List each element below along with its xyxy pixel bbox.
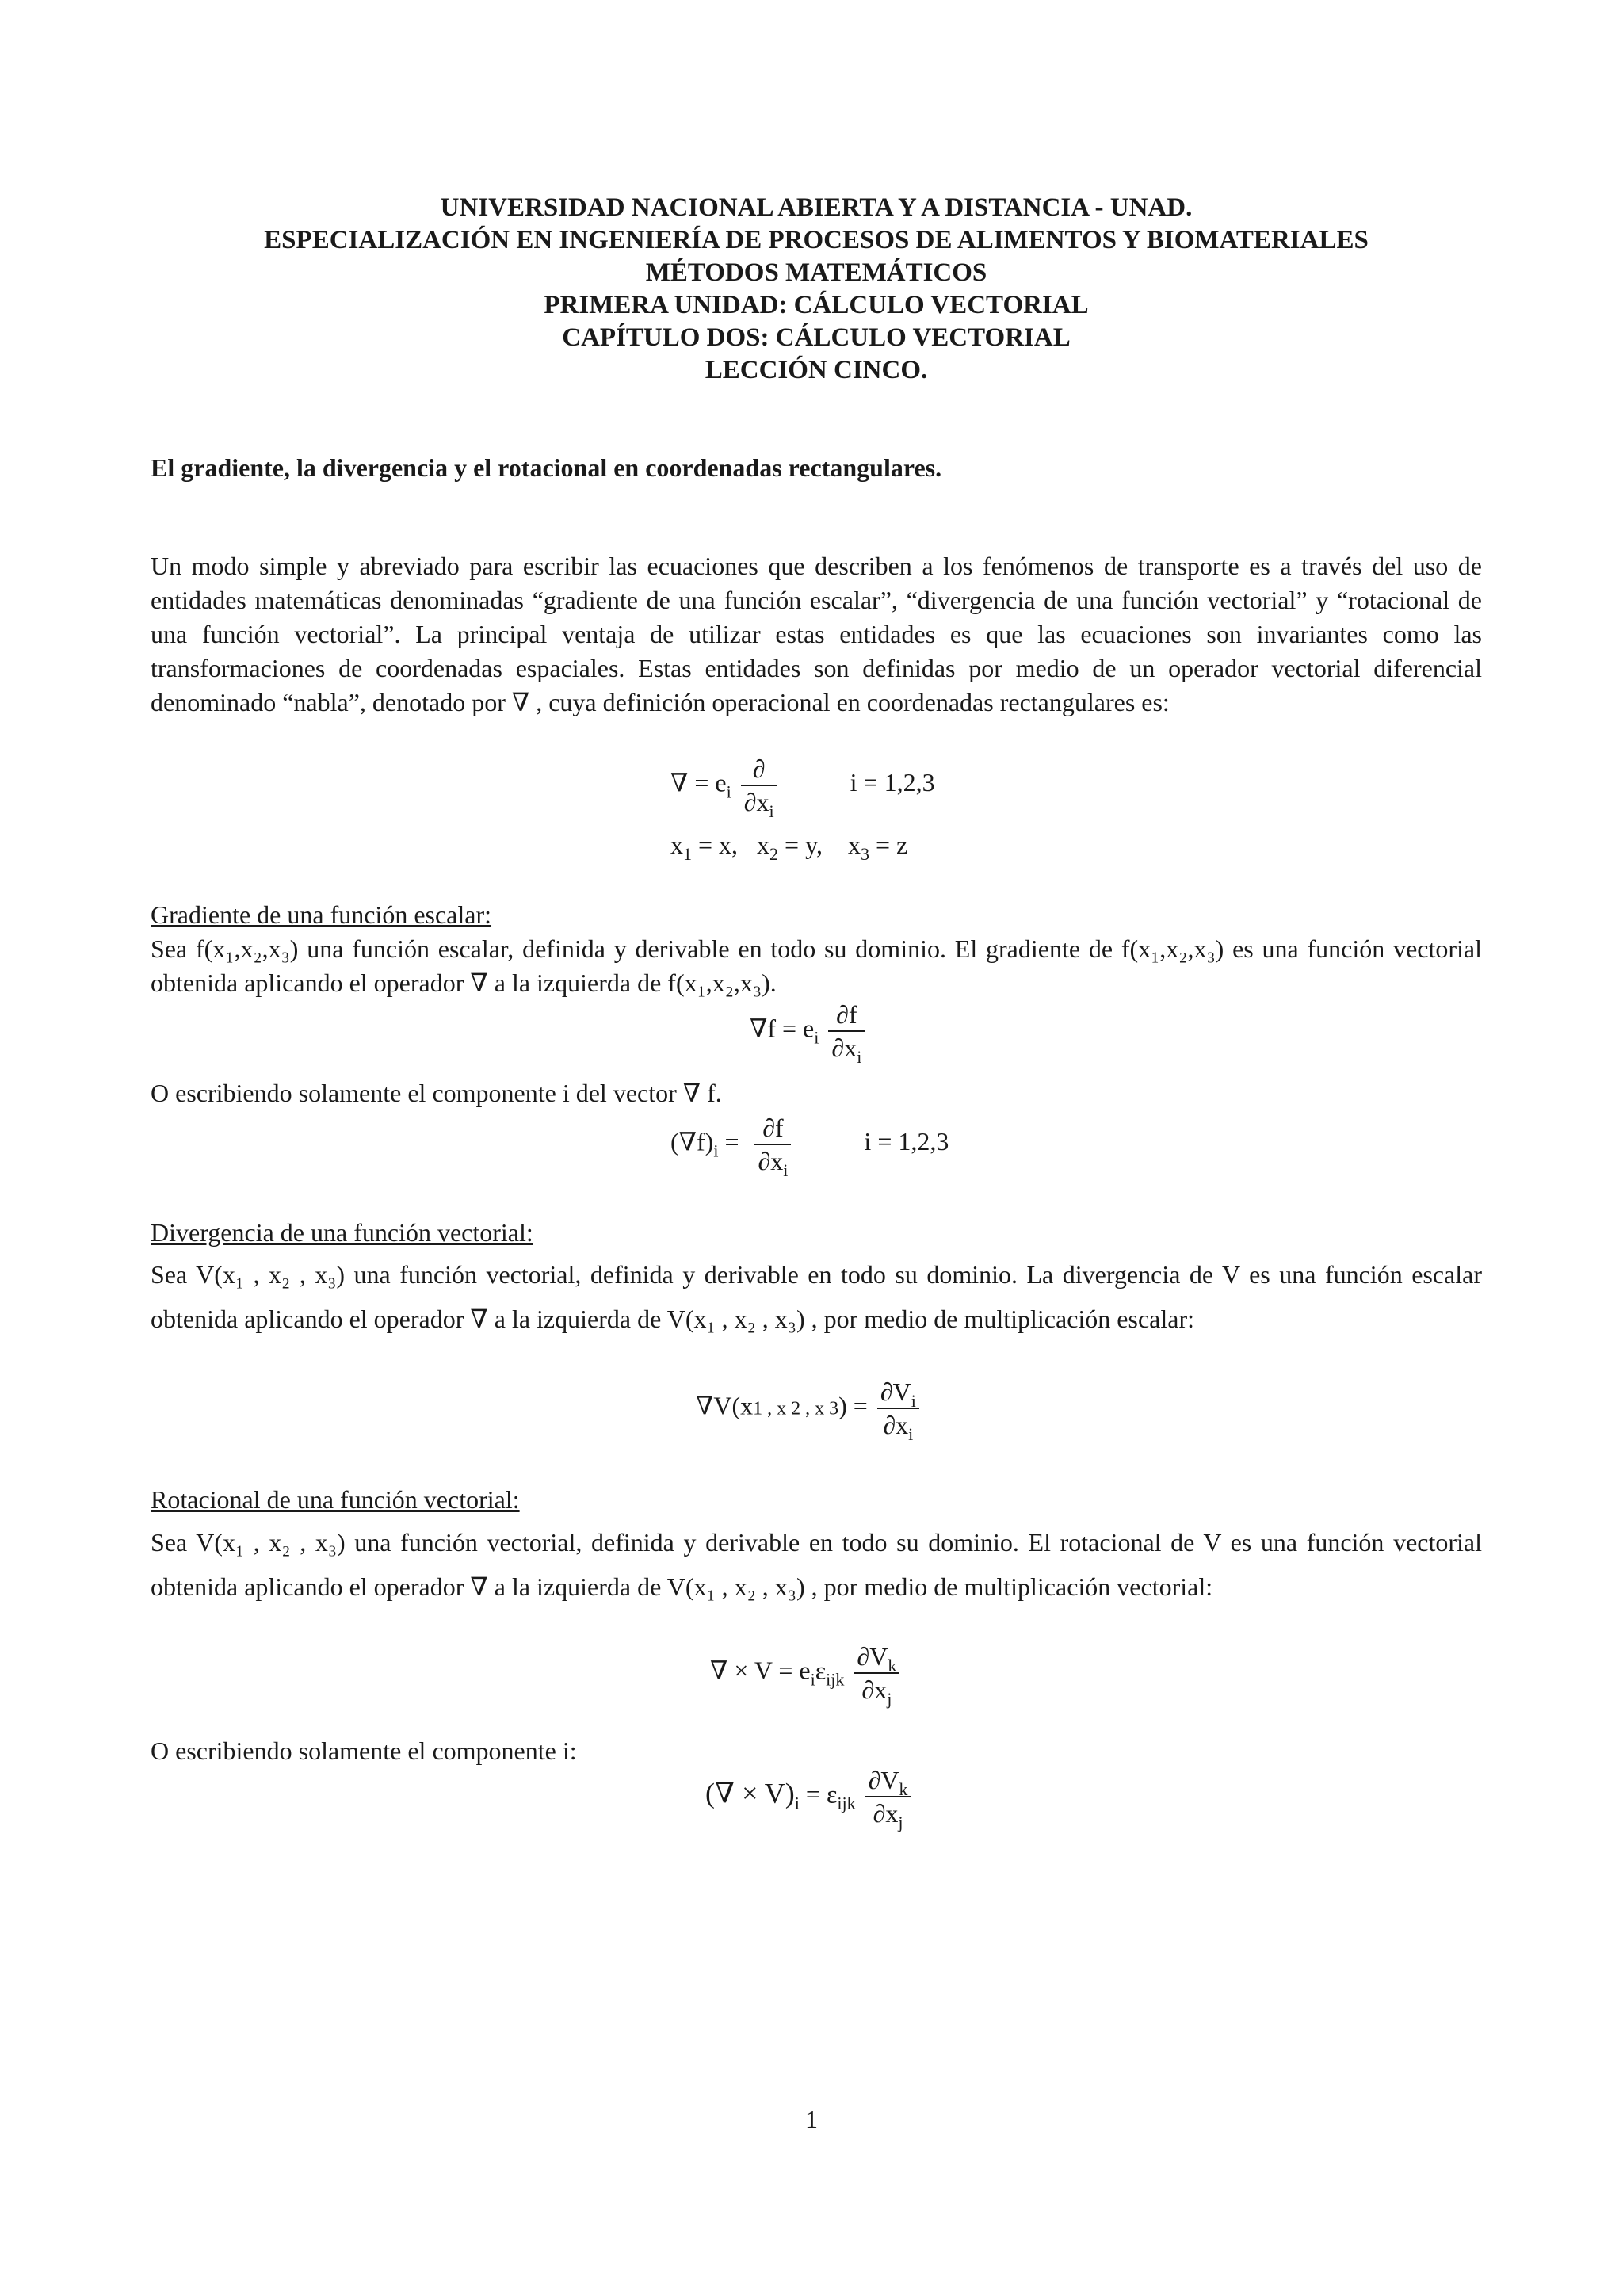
- eq-curl-eps: ε: [815, 1656, 827, 1685]
- eq-nabla-num: ∂: [741, 755, 777, 786]
- eq-nabla-den: [741, 786, 777, 821]
- eq-curlc-eps-sub: ijk: [837, 1793, 856, 1813]
- eq-gradc-num: ∂f: [754, 1114, 791, 1145]
- eq-curlc-fraction: [865, 1766, 911, 1832]
- coord-text-1: = x, x: [692, 831, 770, 859]
- eq-gradc-den: [754, 1145, 791, 1180]
- eq-curlc-num: [865, 1766, 911, 1797]
- eq-curlc-num-text: ∂V: [868, 1766, 899, 1794]
- eq-grad-lhs: ∇f = e: [750, 1014, 815, 1043]
- divergence-heading: Divergencia de una función vectorial:: [151, 1218, 533, 1247]
- eq-div-den-sub: i: [908, 1424, 914, 1444]
- eq-gradc-eq: =: [718, 1127, 746, 1156]
- eq-curlc-den-sub: j: [898, 1813, 903, 1832]
- eq-div-den: [877, 1409, 919, 1444]
- section-title: El gradiente, la divergencia y el rotacional en coordenadas rectangulares.: [151, 453, 942, 482]
- eq-gradc-sub: i: [713, 1140, 719, 1161]
- eq-curl-den-sub: j: [887, 1689, 892, 1709]
- eq-curl-sub: i: [810, 1669, 815, 1690]
- equation-coordinates: [670, 831, 908, 864]
- eq-div-args: 1 , x 2 , x 3: [753, 1398, 839, 1419]
- eq-nabla-den-sub: i: [769, 801, 774, 821]
- eq-grad-fraction: [828, 1000, 865, 1067]
- eq-grad-den: [828, 1032, 865, 1067]
- header-course: MÉTODOS MATEMÁTICOS: [645, 258, 987, 287]
- eq-gradc-range: i = 1,2,3: [864, 1127, 949, 1156]
- equation-curl-component: [705, 1766, 915, 1832]
- eq-div-den-text: ∂x: [883, 1411, 909, 1439]
- eq-curl-eps-sub: ijk: [826, 1669, 845, 1690]
- coord-text-3: = z: [869, 831, 908, 859]
- curl-paragraph: Sea V(x₁ , x₂ , x₃) una función vectorial, definida y derivable en todo su dominio. El rotacional de V es una función vectorial obtenida aplicando el operador ∇ a la izquierda de V(x₁ , x₂ , x₃) , por medio de multiplicación vectorial:: [151, 1528, 1482, 1601]
- eq-grad-num: ∂f: [828, 1000, 865, 1032]
- header-unit: PRIMERA UNIDAD: CÁLCULO VECTORIAL: [544, 291, 1089, 319]
- gradient-component-text: O escribiendo solamente el componente i del vector ∇ f.: [151, 1079, 722, 1107]
- eq-grad-den-sub: i: [857, 1047, 862, 1067]
- eq-nabla-sub: i: [726, 781, 731, 802]
- equation-gradient: [750, 1000, 868, 1067]
- coord-sub-3: 3: [861, 844, 870, 864]
- eq-grad-den-text: ∂x: [831, 1033, 857, 1062]
- eq-curl-num: [854, 1642, 899, 1674]
- equation-gradient-component: [670, 1114, 949, 1180]
- eq-curlc-num-sub: k: [899, 1779, 908, 1799]
- eq-curlc-sub: i: [794, 1793, 800, 1813]
- eq-curl-lhs: ∇ × V = e: [710, 1656, 811, 1685]
- curl-component-text: O escribiendo solamente el componente i:: [151, 1736, 577, 1765]
- eq-curlc-den: [865, 1797, 911, 1832]
- eq-curlc-den-text: ∂x: [873, 1799, 899, 1828]
- eq-curl-den-text: ∂x: [861, 1675, 888, 1704]
- page-number: 1: [805, 2105, 818, 2134]
- eq-div-num-text: ∂V: [880, 1377, 911, 1406]
- eq-div-num-sub: i: [911, 1391, 916, 1411]
- curl-heading: Rotacional de una función vectorial:: [151, 1485, 520, 1514]
- header-chapter: CAPÍTULO DOS: CÁLCULO VECTORIAL: [562, 323, 1071, 352]
- equation-nabla: [670, 755, 935, 821]
- eq-curl-num-text: ∂V: [857, 1642, 888, 1671]
- gradient-paragraph: Sea f(x₁,x₂,x₃) una función escalar, definida y derivable en todo su dominio. El gradiente de f(x₁,x₂,x₃) es una función vectorial obtenida aplicando el operador ∇ a la izquierda de f(x₁,x₂,x₃).: [151, 934, 1482, 997]
- eq-nabla-range: i = 1,2,3: [850, 768, 935, 797]
- divergence-paragraph: Sea V(x₁ , x₂ , x₃) una función vectorial, definida y derivable en todo su dominio. La divergencia de V es una función escalar obtenida aplicando el operador ∇ a la izquierda de V(x₁ , x₂ , x₃) , por medio de multiplicación escalar:: [151, 1260, 1482, 1333]
- coord-sub-1: 1: [683, 844, 692, 864]
- eq-curlc-lhs: (∇ × V): [705, 1777, 795, 1809]
- header-university: UNIVERSIDAD NACIONAL ABIERTA Y A DISTANCIA - UNAD.: [440, 193, 1193, 222]
- eq-curlc-eq: = ε: [799, 1779, 838, 1809]
- eq-div-lhs: ∇V(x: [696, 1391, 754, 1420]
- coord-sub-2: 2: [769, 844, 779, 864]
- equation-curl: [710, 1642, 903, 1709]
- gradient-heading: Gradiente de una función escalar:: [151, 900, 492, 929]
- eq-curl-den: [854, 1674, 899, 1709]
- eq-gradc-den-sub: i: [783, 1160, 789, 1180]
- eq-nabla-fraction: [741, 755, 777, 821]
- eq-gradc-lhs: (∇f): [670, 1127, 714, 1156]
- equation-divergence: [696, 1377, 922, 1444]
- header-lesson: LECCIÓN CINCO.: [705, 356, 928, 384]
- eq-div-fraction: [877, 1377, 919, 1444]
- document-header: [151, 192, 1482, 387]
- eq-curl-fraction: [854, 1642, 899, 1709]
- intro-paragraph: Un modo simple y abreviado para escribir las ecuaciones que describen a los fenómenos de transporte es a través del uso de entidades matemáticas denominadas “gradiente de una función escalar”, “divergencia de una función vectorial” y “rotacional de una función vectorial”. La principal ventaja de utilizar estas entidades es que las ecuaciones son invariantes como las transformaciones de coordenadas espaciales. Estas entidades son definidas por medio de un operador vectorial diferencial denominado “nabla”, denotado por ∇ , cuya definición operacional en coordenadas rectangulares es:: [151, 552, 1482, 716]
- coord-text-2: = y, x: [778, 831, 861, 859]
- eq-grad-sub: i: [814, 1027, 819, 1048]
- eq-gradc-fraction: [754, 1114, 791, 1180]
- eq-curl-num-sub: k: [888, 1656, 897, 1675]
- coord-x: x: [670, 831, 683, 859]
- eq-nabla-den-text: ∂x: [743, 788, 769, 816]
- eq-div-close: ) =: [838, 1391, 868, 1420]
- header-specialization: ESPECIALIZACIÓN EN INGENIERÍA DE PROCESOS DE ALIMENTOS Y BIOMATERIALES: [264, 226, 1369, 254]
- eq-div-num: [877, 1377, 919, 1409]
- eq-gradc-den-text: ∂x: [758, 1147, 784, 1175]
- eq-nabla-lhs: ∇ = e: [670, 768, 727, 797]
